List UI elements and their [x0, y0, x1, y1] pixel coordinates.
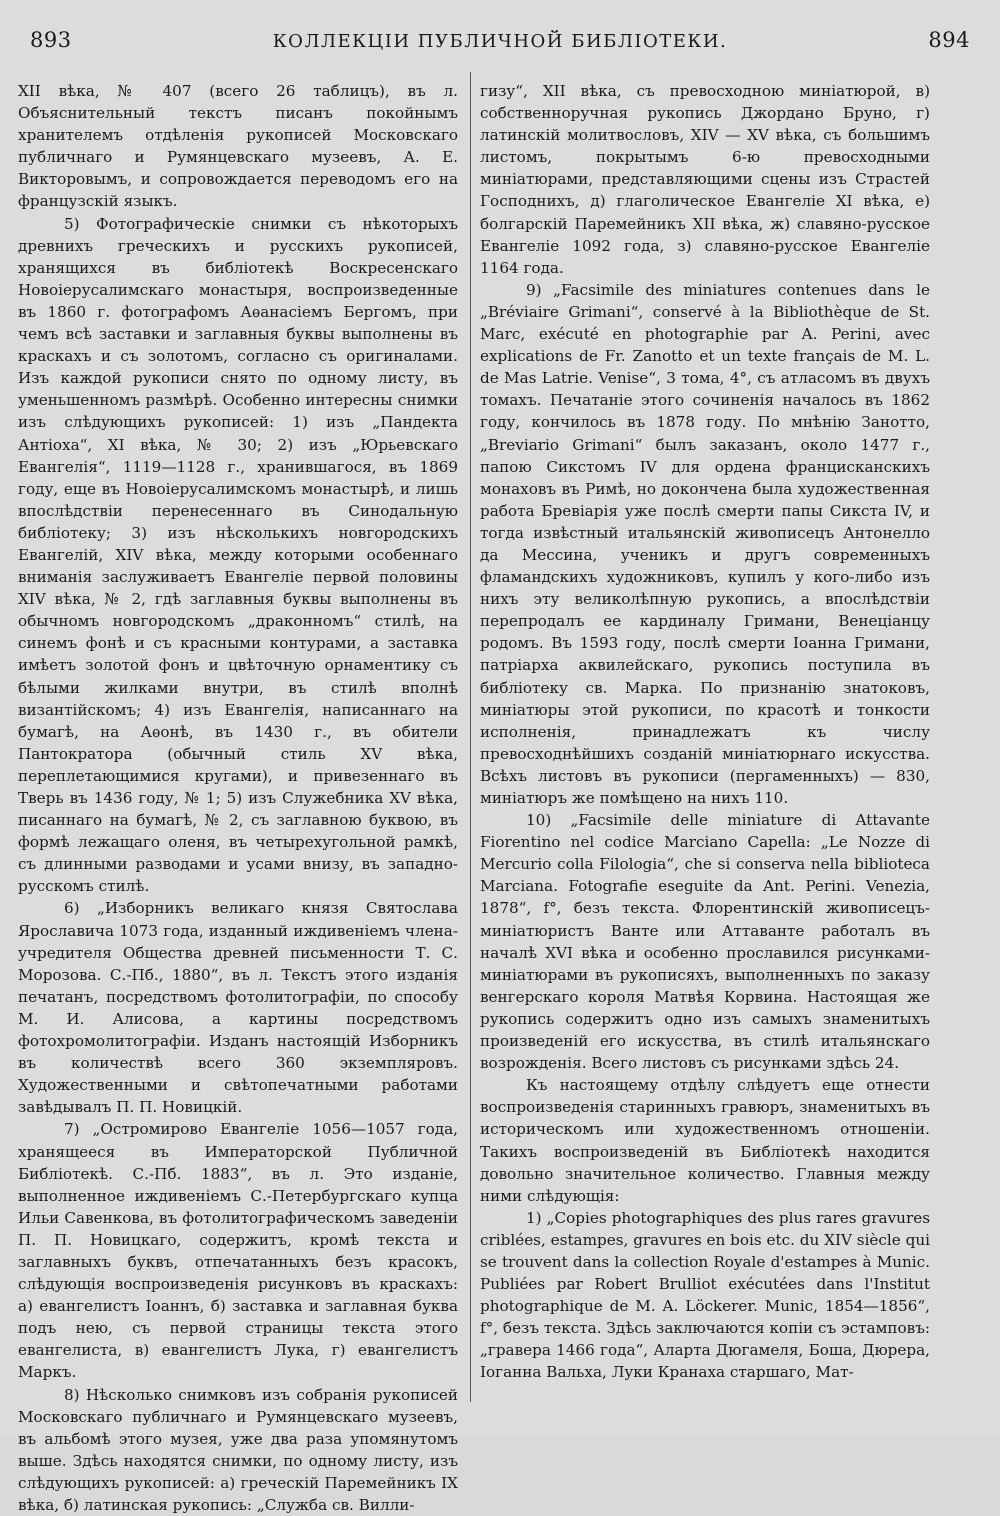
- paragraph: 5) Фотографическіе снимки съ нѣкоторыхъ древнихъ греческихъ и русскихъ рукописей, хранящихся въ библіотекѣ Воскресенскаго Новоіерусалимскаго монастыря, воспроизведенные въ 1860 г. фотографомъ Аѳанасіемъ Бергомъ, при чемъ всѣ заставки и заглавныя буквы выполнены въ краскахъ и съ золотомъ, согласно съ оригиналами. Изъ каждой рукописи снято по одному листу, въ уменьшенномъ размѣрѣ. Особенно интересны снимки изъ слѣдующихъ рукописей: 1) изъ „Пандекта Антіоха“, XI вѣка, № 30; 2) изъ „Юрьевскаго Евангелія“, 1119—1128 г., хранившагося, въ 1869 году, еще въ Новоіерусалимскомъ монастырѣ, и лишь впослѣдствіи перенесеннаго въ Синодальную библіотеку; 3) изъ нѣсколькихъ новгородскихъ Евангелій, XIV вѣка, между которыми особеннаго вниманія заслуживаетъ Евангеліе первой половины XIV вѣка, № 2, гдѣ заглавныя буквы выполнены въ обычномъ новгородскомъ „драконномъ“ стилѣ, на синемъ фонѣ и съ красными контурами, а заставка имѣетъ золотой фонъ и цвѣточную орнаментику съ бѣлыми жилками внутри, въ стилѣ вполнѣ византійскомъ; 4) изъ Евангелія, написаннаго на бумагѣ, на Аѳонѣ, въ 1430 г., въ обители Пантократора (обычный стиль XV вѣка, переплетающимися кругами), и привезеннаго въ Тверь въ 1436 году, № 1; 5) изъ Служебника XV вѣка, писаннаго на бумагѣ, № 2, съ заглавною буквою, въ формѣ лежащаго оленя, въ четырехугольной рамкѣ, съ длинными разводами и усами внизу, въ западно-русскомъ стилѣ.: [18, 214, 458, 896]
- paragraph: 10) „Facsimile delle miniature di Attavante Fiorentino nel codice Marciano Capella: „Le Nozze di Mercurio colla Filologia“, che si conserva nella biblioteca Marciana. Fotografie eseguite da Ant. Perini. Venezia, 1878“, f°, безъ текста. Флорентинскій живописецъ-миніатюристъ Ванте или Аттаванте работалъ въ началѣ XVI вѣка и особенно прославился рисунками-миніатюрами въ рукописяхъ, выполненныхъ по заказу венгерскаго короля Матвѣя Корвина. Настоящая же рукопись содержитъ одно изъ самыхъ знаменитыхъ произведеній его искусства, въ стилѣ итальянскаго возрожденія. Всего листовъ съ рисунками здѣсь 24.: [480, 811, 930, 1073]
- right-page-number: 894: [928, 28, 970, 52]
- column-divider: [470, 72, 471, 1402]
- paragraph: гизу“, XII вѣка, съ превосходною миніатюрой, в) собственноручная рукопись Джордано Бруно, г) латинскій молитвословъ, XIV — XV вѣка, съ большимъ листомъ, покрытымъ 6-ю превосходными миніатюрами, представляющими сцены изъ Страстей Господнихъ, д) глаголическое Евангеліе XI вѣка, е) болгарскій Паремейникъ XII вѣка, ж) славяно-русское Евангеліе 1092 года, з) славяно-русское Евангеліе 1164 года.: [480, 82, 930, 277]
- paragraph: 7) „Остромирово Евангеліе 1056—1057 года, хранящееся въ Императорской Публичной Библіотекѣ. С.-Пб. 1883“, въ л. Это изданіе, выполненное иждивеніемъ С.-Петербургскаго купца Ильи Савенкова, въ фотолитографическомъ заведеніи П. П. Новицкаго, содержитъ, кромѣ текста и заглавныхъ буквъ, отпечатанныхъ безъ красокъ, слѣдующія воспроизведенія рисунковъ въ краскахъ: а) евангелистъ Іоаннъ, б) заставка и заглавная буква подъ нею, съ первой страницы текста этого евангелиста, в) евангелистъ Лука, г) евангелистъ Маркъ.: [18, 1120, 458, 1382]
- right-column: [480, 80, 930, 1425]
- paragraph: 1) „Copies photographiques des plus rares gravures criblées, estampes, gravures en bois etc. du XIV siècle qui se trouvent dans la collection Royale d'estampes à Munic. Publiées par Robert Brulliot exécutées dans l'Institut photographique de M. A. Löckerer. Munic, 1854—1856“, f°, безъ текста. Здѣсь заключаются копіи съ эстамповъ: „гравера 1466 года“, Аларта Дюгамеля, Боша, Дюрера, Іоганна Вальха, Луки Кранаха старшаго, Мат-: [480, 1208, 930, 1382]
- paragraph: 9) „Facsimile des miniatures contenues dans le „Bréviaire Grimani“, conservé à la Bibliothèque de St. Marc, exécuté en photographie par A. Perini, avec explications de Fr. Zanotto et un texte français de M. L. de Mas Latrie. Venise“, 3 тома, 4°, съ атласомъ въ двухъ томахъ. Печатаніе этого сочиненія началось въ 1862 году, кончилось въ 1878 году. По мнѣнію Занотто, „Breviario Grimani“ былъ заказанъ, около 1477 г., папою Сикстомъ IV для ордена францисканскихъ монаховъ въ Римѣ, но докончена была художественная работа Бревіарія уже послѣ смерти папы Сикста IV, и тогда извѣстный итальянскій живописецъ Антонелло да Мессина, ученикъ и другъ современныхъ фламандскихъ художниковъ, купилъ у кого-либо изъ нихъ эту великолѣпную рукопись, а впослѣдствіи перепродалъ ее кардиналу Гримани, Венеціанцу родомъ. Въ 1593 году, послѣ смерти Іоанна Гримани, патріарха аквилейскаго, рукопись поступила въ библіотеку св. Марка. По признанію знатоковъ, миніатюры этой рукописи, по красотѣ и тонкости исполненія, принадлежатъ къ числу превосходнѣйшихъ созданій миніатюрнаго искусства. Всѣхъ листовъ въ рукописи (пергаменныхъ) — 830, миніатюръ же помѣщено на нихъ 110.: [480, 280, 930, 807]
- running-title: КОЛЛЕКЦІИ ПУБЛИЧНОЙ БИБЛІОТЕКИ.: [272, 31, 728, 52]
- left-column: [18, 80, 458, 1514]
- paragraph: 6) „Изборникъ великаго князя Святослава Ярославича 1073 года, изданный иждивеніемъ члена-учредителя Общества древней письменности Т. С. Морозова. С.-Пб., 1880“, въ л. Текстъ этого изданія печатанъ, посредствомъ фотолитографіи, по способу М. И. Алисова, а картины посредствомъ фотохромолитографіи. Изданъ настоящій Изборникъ въ количествѣ всего 360 экземпляровъ. Художественными и свѣтопечатными работами завѣдывалъ П. П. Новицкій.: [18, 899, 458, 1117]
- paragraph: Къ настоящему отдѣлу слѣдуетъ еще отнести воспроизведенія старинныхъ гравюръ, знаменитыхъ въ историческомъ или художественномъ отношеніи. Такихъ воспроизведеній въ Библіотекѣ находится довольно значительное количество. Главныя между ними слѣдующія:: [480, 1076, 930, 1205]
- left-page-number: 893: [30, 28, 72, 52]
- paragraph: XII вѣка, № 407 (всего 26 таблицъ), въ л. Объяснительный текстъ писанъ покойнымъ хранителемъ отдѣленія рукописей Московскаго публичнаго и Румянцевскаго музеевъ, А. Е. Викторовымъ, и сопровождается переводомъ его на французскій языкъ.: [18, 82, 458, 211]
- paragraph: 8) Нѣсколько снимковъ изъ собранія рукописей Московскаго публичнаго и Румянцевскаго музеевъ, въ альбомѣ этого музея, уже два раза упомянутомъ выше. Здѣсь находятся снимки, по одному листу, изъ слѣдующихъ рукописей: а) греческій Паремейникъ IX вѣка, б) латинская рукопись: „Служба св. Вилли-: [18, 1385, 458, 1514]
- running-header: [30, 28, 970, 68]
